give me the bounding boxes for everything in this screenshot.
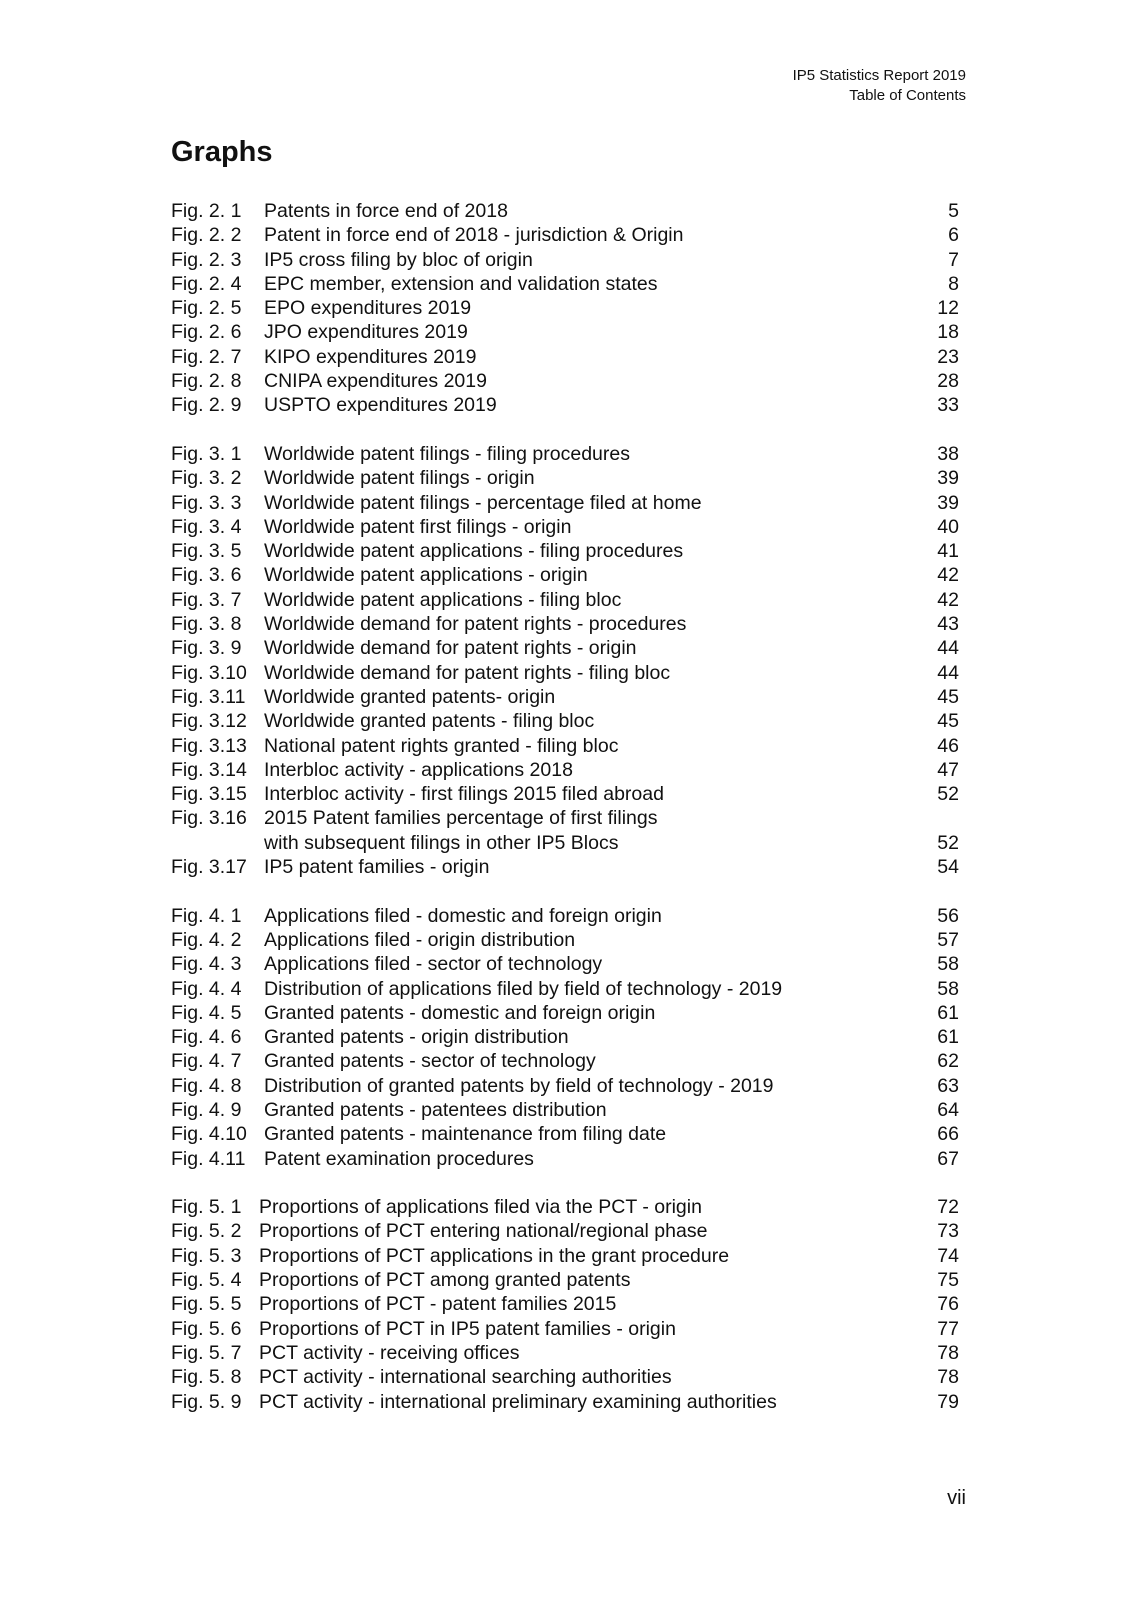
figure-number: Fig. 4.10 <box>171 1123 247 1146</box>
toc-entry[interactable] <box>171 1122 959 1146</box>
figure-title-line: Granted patents - origin distribution <box>264 1026 569 1049</box>
figure-title-line: Applications filed - domestic and foreign origin <box>264 904 662 927</box>
figure-title <box>264 855 909 879</box>
figure-title-line: JPO expenditures 2019 <box>264 321 468 344</box>
figure-title-line: PCT activity - international preliminary examining authorities <box>259 1390 777 1413</box>
toc-entry[interactable] <box>171 685 959 709</box>
toc-entry[interactable] <box>171 296 959 320</box>
figure-number: Fig. 4. 4 <box>171 977 242 1000</box>
table-of-figures <box>171 199 959 1438</box>
page-number: vii <box>947 1487 966 1509</box>
figure-number: Fig. 5. 2 <box>171 1220 242 1243</box>
figure-title <box>264 272 909 296</box>
figure-title-line: Interbloc activity - first filings 2015 filed abroad <box>264 783 664 806</box>
page-reference: 5 <box>948 200 959 222</box>
figure-title <box>264 223 909 247</box>
toc-entry[interactable] <box>171 1317 959 1341</box>
page-reference: 63 <box>937 1074 959 1097</box>
figure-title <box>264 296 909 320</box>
figure-title <box>264 491 909 515</box>
page-reference: 64 <box>937 1098 959 1121</box>
figure-number: Fig. 5. 9 <box>171 1390 242 1413</box>
toc-entry[interactable] <box>171 223 959 247</box>
page-reference: 18 <box>937 321 959 344</box>
figure-title <box>264 661 909 685</box>
figure-title <box>264 758 909 782</box>
figure-number: Fig. 4.11 <box>171 1147 246 1170</box>
figure-number: Fig. 3.12 <box>171 710 247 733</box>
figure-number: Fig. 2. 6 <box>171 321 242 344</box>
figure-title-line: Worldwide demand for patent rights - procedures <box>264 613 687 636</box>
figure-number: Fig. 4. 3 <box>171 953 242 976</box>
figure-title-line: Worldwide granted patents- origin <box>264 685 556 708</box>
toc-entry[interactable] <box>171 1195 959 1219</box>
figure-number: Fig. 5. 1 <box>171 1196 242 1219</box>
page-title: Graphs <box>171 136 273 168</box>
figure-number: Fig. 3.17 <box>171 856 247 879</box>
figure-title <box>264 563 909 587</box>
page-reference: 74 <box>937 1244 959 1267</box>
figure-title-line: Proportions of PCT in IP5 patent families - origin <box>259 1317 676 1340</box>
figure-title <box>264 1098 909 1122</box>
figure-title-line: IP5 patent families - origin <box>264 856 490 879</box>
figure-title-line: Applications filed - origin distribution <box>264 928 576 951</box>
toc-entry[interactable] <box>171 1001 959 1025</box>
page-reference: 44 <box>937 661 959 684</box>
page-reference: 46 <box>937 734 959 757</box>
figure-title <box>264 709 909 733</box>
toc-entry[interactable] <box>171 1219 959 1243</box>
figure-title <box>264 248 909 272</box>
page-reference: 28 <box>937 370 959 393</box>
page-reference: 52 <box>937 783 959 806</box>
figure-title-line: Distribution of granted patents by field of technology - 2019 <box>264 1074 774 1097</box>
section-name: Table of Contents <box>849 87 966 104</box>
page-reference: 39 <box>937 467 959 490</box>
page-reference: 66 <box>937 1123 959 1146</box>
toc-entry[interactable] <box>171 1049 959 1073</box>
toc-entry[interactable] <box>171 491 959 515</box>
page-reference: 52 <box>937 831 959 854</box>
toc-entry[interactable] <box>171 806 959 855</box>
figure-number: Fig. 3. 3 <box>171 491 242 514</box>
toc-entry[interactable] <box>171 1365 959 1389</box>
toc-entry[interactable] <box>171 782 959 806</box>
toc-entry[interactable] <box>171 320 959 344</box>
figure-number: Fig. 3.16 <box>171 807 247 830</box>
figure-number: Fig. 3. 6 <box>171 564 242 587</box>
figure-title <box>264 369 909 393</box>
toc-entry[interactable] <box>171 393 959 417</box>
figure-title <box>264 806 909 855</box>
figure-number: Fig. 2. 4 <box>171 272 242 295</box>
page-reference: 76 <box>937 1293 959 1316</box>
toc-entry[interactable] <box>171 1292 959 1316</box>
figure-title-line: 2015 Patent families percentage of first filings <box>264 807 658 830</box>
figure-number: Fig. 4. 6 <box>171 1026 242 1049</box>
toc-entry[interactable] <box>171 904 959 928</box>
figure-title-line: Proportions of PCT applications in the grant procedure <box>259 1244 730 1267</box>
toc-entry[interactable] <box>171 1268 959 1292</box>
toc-entry[interactable] <box>171 515 959 539</box>
figure-number: Fig. 2. 3 <box>171 248 242 271</box>
figure-title-line: CNIPA expenditures 2019 <box>264 370 487 393</box>
page-reference: 45 <box>937 685 959 708</box>
figure-title-line: Worldwide patent filings - origin <box>264 467 535 490</box>
figure-title-line: Worldwide patent applications - filing procedures <box>264 540 684 563</box>
toc-entry[interactable] <box>171 952 959 976</box>
page-reference: 12 <box>937 297 959 320</box>
figure-number: Fig. 3. 2 <box>171 467 242 490</box>
figure-number: Fig. 4. 1 <box>171 904 242 927</box>
figure-title-line: EPC member, extension and validation states <box>264 272 658 295</box>
figure-title <box>264 320 909 344</box>
page-reference: 43 <box>937 613 959 636</box>
toc-entry[interactable] <box>171 661 959 685</box>
figure-title-line: Patent in force end of 2018 - jurisdiction & Origin <box>264 224 684 247</box>
figure-title-line: Granted patents - domestic and foreign origin <box>264 1001 656 1024</box>
figure-title-line: USPTO expenditures 2019 <box>264 394 497 417</box>
figure-title <box>264 636 909 660</box>
figure-title-line: Patents in force end of 2018 <box>264 200 508 222</box>
figure-title <box>264 612 909 636</box>
figure-number: Fig. 3. 9 <box>171 637 242 660</box>
toc-entry[interactable] <box>171 1390 959 1414</box>
figure-title <box>264 977 909 1001</box>
toc-entry[interactable] <box>171 588 959 612</box>
figure-title-line: Granted patents - sector of technology <box>264 1050 596 1073</box>
page-reference: 38 <box>937 442 959 465</box>
toc-entry[interactable] <box>171 758 959 782</box>
figure-title <box>264 1001 909 1025</box>
toc-entry[interactable] <box>171 1341 959 1365</box>
figure-title-line: National patent rights granted - filing bloc <box>264 734 619 757</box>
figure-title <box>264 1074 909 1098</box>
figure-title-line: Worldwide patent filings - percentage filed at home <box>264 491 702 514</box>
figure-number: Fig. 3. 7 <box>171 588 242 611</box>
figure-title <box>264 734 909 758</box>
figure-title-line: Worldwide demand for patent rights - filing bloc <box>264 661 671 684</box>
figure-number: Fig. 5. 4 <box>171 1269 242 1292</box>
figure-title-line: Worldwide demand for patent rights - origin <box>264 637 637 660</box>
figure-title-line: IP5 cross filing by bloc of origin <box>264 248 533 271</box>
toc-entry[interactable] <box>171 928 959 952</box>
toc-entry[interactable] <box>171 1098 959 1122</box>
page-reference: 47 <box>937 758 959 781</box>
figure-title-line: Worldwide granted patents - filing bloc <box>264 710 595 733</box>
toc-entry[interactable] <box>171 636 959 660</box>
page-reference: 42 <box>937 588 959 611</box>
toc-entry[interactable] <box>171 369 959 393</box>
figure-number: Fig. 2. 9 <box>171 394 242 417</box>
toc-entry[interactable] <box>171 272 959 296</box>
page-reference: 39 <box>937 491 959 514</box>
figure-number: Fig. 5. 8 <box>171 1366 242 1389</box>
running-header <box>793 66 966 106</box>
figure-number: Fig. 4. 7 <box>171 1050 242 1073</box>
toc-entry[interactable] <box>171 1244 959 1268</box>
page-reference: 54 <box>937 856 959 879</box>
figure-number: Fig. 3.14 <box>171 758 247 781</box>
figure-title <box>264 588 909 612</box>
figure-number: Fig. 2. 2 <box>171 224 242 247</box>
figure-title-line: Proportions of PCT - patent families 2015 <box>259 1293 617 1316</box>
figure-title-line: Worldwide patent first filings - origin <box>264 515 572 538</box>
toc-entry[interactable] <box>171 1074 959 1098</box>
figure-title <box>259 1268 909 1292</box>
figure-title-line: Granted patents - maintenance from filing date <box>264 1123 667 1146</box>
figure-title <box>264 928 909 952</box>
toc-entry[interactable] <box>171 734 959 758</box>
figure-title <box>264 393 909 417</box>
page-reference: 73 <box>937 1220 959 1243</box>
figure-title <box>259 1292 909 1316</box>
figure-number: Fig. 4. 8 <box>171 1074 242 1097</box>
figure-title-line: PCT activity - receiving offices <box>259 1341 520 1364</box>
figure-title <box>259 1219 909 1243</box>
toc-entry[interactable] <box>171 1025 959 1049</box>
toc-entry[interactable] <box>171 977 959 1001</box>
page-reference: 67 <box>937 1147 959 1170</box>
toc-entry[interactable] <box>171 248 959 272</box>
figure-number: Fig. 3. 5 <box>171 540 242 563</box>
figure-number: Fig. 3.10 <box>171 661 247 684</box>
page-reference: 62 <box>937 1050 959 1073</box>
figure-title <box>264 904 909 928</box>
page-reference: 41 <box>937 540 959 563</box>
figure-title-line: EPO expenditures 2019 <box>264 297 472 320</box>
figure-title-line: Proportions of PCT entering national/regional phase <box>259 1220 708 1243</box>
toc-entry[interactable] <box>171 466 959 490</box>
page-reference: 75 <box>937 1269 959 1292</box>
figure-title-line: Worldwide patent applications - filing bloc <box>264 588 622 611</box>
toc-group <box>171 904 959 1171</box>
toc-entry[interactable] <box>171 855 959 879</box>
toc-entry[interactable] <box>171 199 959 223</box>
figure-title <box>259 1317 909 1341</box>
toc-group <box>171 442 959 879</box>
page-reference: 33 <box>937 394 959 417</box>
figure-title <box>264 515 909 539</box>
figure-title <box>259 1195 909 1219</box>
page-reference: 45 <box>937 710 959 733</box>
figure-title <box>259 1365 909 1389</box>
figure-number: Fig. 4. 5 <box>171 1001 242 1024</box>
figure-title <box>264 199 909 223</box>
figure-title-line: Patent examination procedures <box>264 1147 534 1170</box>
page-reference: 23 <box>937 345 959 368</box>
figure-number: Fig. 5. 6 <box>171 1317 242 1340</box>
figure-title-line: Distribution of applications filed by field of technology - 2019 <box>264 977 783 1000</box>
figure-title-line: Proportions of PCT among granted patents <box>259 1269 631 1292</box>
toc-group <box>171 199 959 418</box>
figure-number: Fig. 5. 3 <box>171 1244 242 1267</box>
toc-entry[interactable] <box>171 1147 959 1171</box>
figure-number: Fig. 2. 7 <box>171 345 242 368</box>
figure-number: Fig. 3. 4 <box>171 515 242 538</box>
figure-title-line: KIPO expenditures 2019 <box>264 345 477 368</box>
toc-entry[interactable] <box>171 442 959 466</box>
toc-entry[interactable] <box>171 563 959 587</box>
page-reference: 79 <box>937 1390 959 1413</box>
page-reference: 77 <box>937 1317 959 1340</box>
figure-title-line: Interbloc activity - applications 2018 <box>264 758 573 781</box>
figure-title <box>264 782 909 806</box>
figure-number: Fig. 2. 5 <box>171 297 242 320</box>
figure-number: Fig. 5. 7 <box>171 1341 242 1364</box>
figure-title-line: Applications filed - sector of technology <box>264 953 603 976</box>
page-reference: 78 <box>937 1366 959 1389</box>
figure-title-line: Granted patents - patentees distribution <box>264 1098 607 1121</box>
figure-number: Fig. 2. 1 <box>171 200 242 222</box>
page-reference: 42 <box>937 564 959 587</box>
page-reference: 44 <box>937 637 959 660</box>
figure-number: Fig. 5. 5 <box>171 1293 242 1316</box>
figure-title <box>259 1341 909 1365</box>
toc-entry[interactable] <box>171 709 959 733</box>
figure-title <box>259 1244 909 1268</box>
figure-title-line: Proportions of applications filed via the PCT - origin <box>259 1196 702 1219</box>
toc-entry[interactable] <box>171 345 959 369</box>
figure-title-line: with subsequent filings in other IP5 Blocs <box>264 831 619 854</box>
page-reference: 58 <box>937 953 959 976</box>
figure-title <box>264 685 909 709</box>
figure-title <box>264 345 909 369</box>
figure-title <box>264 466 909 490</box>
figure-number: Fig. 3. 1 <box>171 442 242 465</box>
page-reference: 58 <box>937 977 959 1000</box>
figure-title <box>264 1025 909 1049</box>
toc-entry[interactable] <box>171 539 959 563</box>
figure-number: Fig. 3.13 <box>171 734 247 757</box>
page-reference: 57 <box>937 928 959 951</box>
toc-group <box>171 1195 959 1414</box>
page-reference: 7 <box>948 248 959 271</box>
figure-title <box>264 539 909 563</box>
report-title: IP5 Statistics Report 2019 <box>792 67 966 84</box>
figure-number: Fig. 3. 8 <box>171 613 242 636</box>
page-reference: 56 <box>937 904 959 927</box>
page-reference: 72 <box>937 1196 959 1219</box>
page-reference: 61 <box>937 1026 959 1049</box>
figure-title <box>264 442 909 466</box>
figure-number: Fig. 3.15 <box>171 783 247 806</box>
page-reference: 40 <box>937 515 959 538</box>
figure-title <box>259 1390 909 1414</box>
figure-title-line: Worldwide patent filings - filing procedures <box>264 442 630 465</box>
page-reference: 8 <box>948 272 959 295</box>
figure-title <box>264 1049 909 1073</box>
page-reference: 6 <box>948 224 959 247</box>
toc-entry[interactable] <box>171 612 959 636</box>
figure-number: Fig. 4. 9 <box>171 1098 242 1121</box>
figure-number: Fig. 2. 8 <box>171 370 242 393</box>
page-reference: 78 <box>937 1341 959 1364</box>
page-reference: 61 <box>937 1001 959 1024</box>
figure-title-line: Worldwide patent applications - origin <box>264 564 588 587</box>
figure-title <box>264 1147 909 1171</box>
figure-title-line: PCT activity - international searching authorities <box>259 1366 672 1389</box>
figure-number: Fig. 3.11 <box>171 685 246 708</box>
figure-title <box>264 952 909 976</box>
figure-title <box>264 1122 909 1146</box>
figure-number: Fig. 4. 2 <box>171 928 242 951</box>
